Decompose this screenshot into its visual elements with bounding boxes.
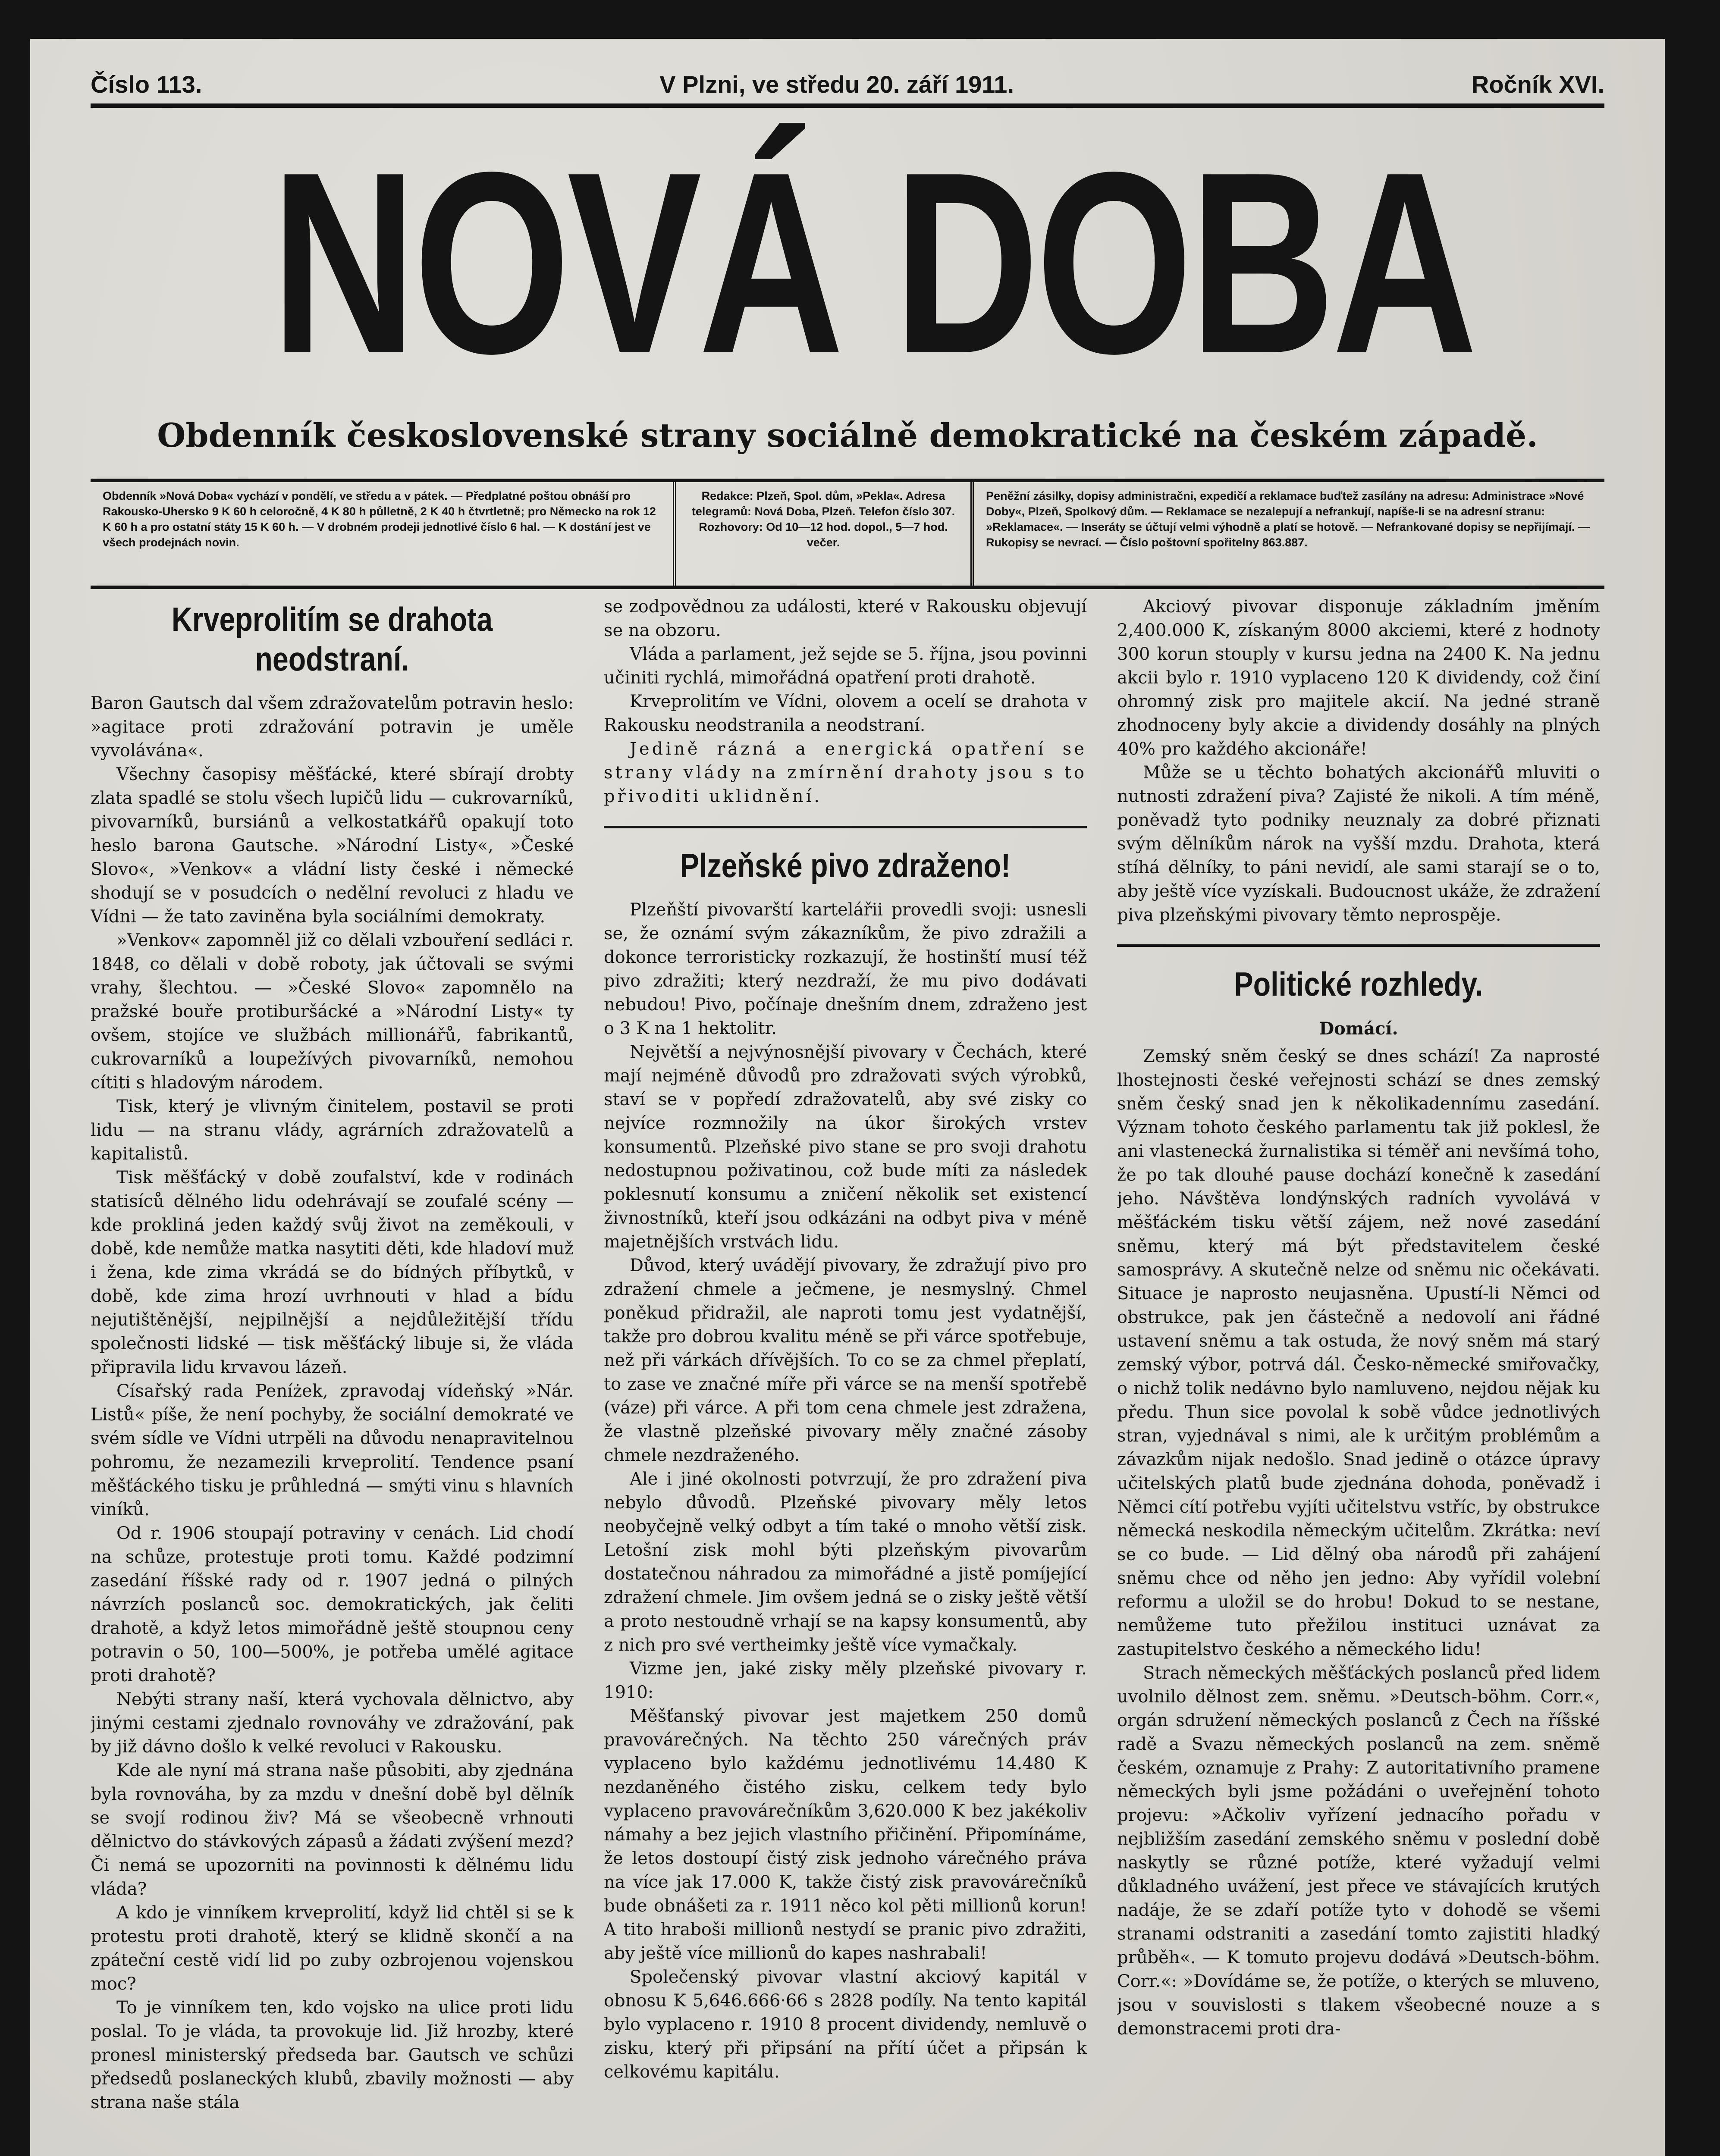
newspaper-page bbox=[30, 39, 1665, 2156]
issue-line bbox=[91, 65, 1604, 108]
paragraph: Všechny časopisy měšťácké, které sbírají drobty zlata spadlé se stolu všech lupičů lidu — cukrovarníků, pivovarníků, bursiánů a velkostatkářů opakují toto heslo barona Gautsche. »Národní Listy«, »České Slovo«, »Venkov« a vládní listy české i německé shodují se v posudcích o nedělní revoluci z hladu ve Vídni — že tato zaviněna byla sociálními demokraty. bbox=[91, 765, 574, 927]
section-subhead-domestic: Domácí. bbox=[1319, 1018, 1398, 1039]
column-2 bbox=[604, 595, 1087, 2156]
paragraph: Akciový pivovar disponuje základním jměním 2,400.000 K, získaným 8000 akciemi, které z hodnoty 300 korun stouply v kursu jedna na 2400 K. Na jednu akcii bylo r. 1910 vyplaceno 120 K dividendy, což činí ohromný zisk pro majitele akcií. Na jedné straně zhodnoceny byly akcie a dividendy dosáhly na plných 40% pro každého akcionáře! bbox=[1117, 597, 1600, 759]
editorial-info: Redakce: Plzeň, Spol. dům, »Pekla«. Adresa telegramů: Nová Doba, Plzeň. Telefon číslo 307. Rozhovory: Od 10—12 hod. dopol., 5—7 hod. večer. bbox=[673, 482, 970, 586]
paragraph: Zemský sněm český se dnes schází! Za naprosté lhostejnosti české veřejnosti schází se dnes zemský sněm český snad jen k několikadennímu zasedání. Význam tohoto českého parlamentu tak již poklesl, že ani vlastenecká žurnalistika si téměř ani nevšímá toho, že po tak dlouhé pause dochází konečně k zasedání jeho. Návštěva londýnských radních vyvolává v měšťáckém tisku větší zájem, než nové zasedání sněmu, který má být představitelem české samosprávy. A skutečně nelze od sněmu nic očekávati. Situace je naprosto neujasněna. Upustí-li Němci od obstrukce, pak jen částečně a nedovolí ani řádné ustavení sněmu a tak ostuda, že nový sněm má starý zemský výbor, potrvá dál. Česko-německé smiřovačky, o nichž tolik nedávno bylo namluveno, nejdou nějak ku předu. Thun sice povolal k sobě vůdce jednotlivých stran, vyjednával s nimi, ale k určitým problémům a závazkům nijak nedošlo. Snad jedině o otázce úpravy učitelských platů bude zjednána dohoda, poněvadž i Němci cítí potřebu vyjíti učitelstvu vstříc, by obstrukce německá neskodila německým učitelům. Zkrátka: neví se co bude. — Lid dělný oba národů při zahájení sněmu chce od něho jen jedno: Aby vyřídil volební reformu a uložil se do hrobu! Dokud to se nestane, nemůžeme tuto přežilou instituci uznávat za zastupitelstvo českého a německého lidu! bbox=[1117, 1047, 1600, 1659]
column-3 bbox=[1117, 595, 1600, 2156]
paragraph: Císařský rada Peníżek, zpravodaj vídeňský »Nár. Listů« píše, že není pochyby, že sociální demokraté ve svém sídle ve Vídni utrpěli na důvodu nenapravitelnou pohromu, že nezamezili krveprolití. Tendence psaní měšťáckého tisku je průhledná — smýti vinu s hlavních viníků. bbox=[91, 1381, 574, 1520]
paragraph: Vizme jen, jaké zisky měly plzeňské pivovary r. 1910: bbox=[604, 1659, 1087, 1702]
publication-info-bar bbox=[91, 479, 1604, 589]
article-headline-bloodshed: Krveprolitím se drahota neodstraní. bbox=[171, 600, 493, 678]
paragraph: Kde ale nyní má strana naše působiti, aby zjednána byla rovnováha, by za mzdu v dnešní době byl dělník se svojí rodinou živ? Má se všeobecně vrhnouti dělnictvo do stávkových zápasů a žádati zvýšení mezd? Či nemá se upozorniti na povinnosti k dělnému lidu vláda? bbox=[91, 1761, 574, 1899]
issue-number: Číslo 113. bbox=[91, 70, 202, 98]
paragraph: Vláda a parlament, jež sejde se 5. října, jsou povinni učiniti rychlá, mimořádná opatření proti drahotě. bbox=[604, 644, 1087, 688]
article-columns bbox=[91, 595, 1604, 2156]
section-divider bbox=[604, 826, 1087, 828]
section-divider bbox=[1117, 944, 1600, 947]
subscription-info: Obdenník »Nová Doba« vychází v pondělí, ve středu a v pátek. — Předplatné poštou obnáší pro Rakousko-Uhersko 9 K 60 h celoročně, 4 K 80 h půlletně, 2 K 40 h čtvrtletně; pro Německo na rok 12 K 60 h a pro ostatní státy 15 K 60 h. — V drobném prodeji jednotlivé číslo 6 hal. — K dostání jest ve všech prodejnách novin. bbox=[103, 489, 656, 549]
volume-number: Ročník XVI. bbox=[1471, 70, 1604, 98]
paragraph: Baron Gautsch dal všem zdražovatelům potravin heslo: »agitace proti zdražování potravin je uměle vyvolávána«. bbox=[91, 693, 574, 761]
paragraph: A kdo je vinníkem krveprolití, když lid chtěl si se k protestu proti drahotě, který se klidně skončí a na zpáteční cestě vidí lid po zuby ozbrojenou vojenskou moc? bbox=[91, 1903, 574, 1994]
issue-date: V Plzni, ve středu 20. září 1911. bbox=[659, 70, 1014, 98]
paragraph: Důvod, který uvádějí pivovary, že zdražují pivo pro zdražení chmele a ječmene, je nesmyslný. Chmel poněkud přidražil, ale naproti tomu jest vydatnější, takže pro dobrou kvalitu méně se při várce spotřebuje, než při várkách dřívějších. To co se za chmel přeplatí, to zase ve značné míře při várce se na menší spotřebě (váze) při várce. A při tom cena chmele jest zdražena, že vlastně plzeňské pivovary měly značné zásoby chmele nezdraženého. bbox=[604, 1256, 1087, 1465]
paragraph: Od r. 1906 stoupají potraviny v cenách. Lid chodí na schůze, protestuje proti tomu. Každé podzimní zasedání říšské rady od r. 1907 jedná o pilných návrzích poslanců soc. demokratických, jak čeliti drahotě, a když letos mimořádně ještě stoupnou ceny potravin o 50, 100—500%, je potřeba umělé agitace proti drahotě? bbox=[91, 1523, 574, 1686]
paragraph: Strach německých měšťáckých poslanců před lidem uvolnilo dělnost zem. sněmu. »Deutsch-böhm. Corr.«, orgán sdružení německých poslanců z Čech na říšské radě a Svazu německých poslanců na zem. sněmě českém, oznamuje z Prahy: Z autoritativního pramene německých byli jsme požádáni o uveřejnění tohoto projevu: »Ačkoliv vyřízení jednacího pořadu v nejbližším zasedání zemského sněmu v poslední době naskytly se různé potíže, které vyžadují velmi důkladného uvážení, jest přece ve stávajících krutých nadáje, že se zdaří potíže tyto v dohodě se všemi stranami odstraniti a zasedání tomto zajistiti hladký průběh«. — K tomuto projevu dodává »Deutsch-böhm. Corr.«: »Dovídáme se, že potíže, o kterých se mluveno, jsou v souvislosti s tlakem všeobecné nouze a s demonstracemi proti dra- bbox=[1117, 1663, 1600, 2039]
article-headline-politics: Politické rozhledy. bbox=[1234, 965, 1483, 1003]
paragraph: Největší a nejvýnosnější pivovary v Čechách, které mají nejméně důvodů pro zdražovati svých výrobků, staví se v popředí zdražovatelů, aby své zisky co nejvíce rozmnožily na úkor širokých vrstev konsumentů. Plzeňské pivo stane se pro svoji drahotu nedostupnou poživatinou, což bude míti za následek poklesnutí konsumu a zničení několik set existencí živnostníků, kteří jsou odkázáni na odbyt piva v méně majetnějších vrstvách lidu. bbox=[604, 1042, 1087, 1252]
paragraph: Tisk měšťácký v době zoufalství, kde v rodinách statisíců dělného lidu odehrávají se zoufalé scény — kde prokliná jeden každý svůj život na zeměkouli, v době, kde nemůže matka nasytiti děti, kde hladoví muž i žena, kde zima vkrádá se do bídných příbytků, v době, kde zima hrozí uvrhnouti v hlad a bídu nejutištěnější, nejpilnější a nejdůležitější třídu společnosti lidské — tisk měšťácký libuje si, že vláda připravila lidu krvavou lázeň. bbox=[91, 1168, 574, 1377]
paragraph: To je vinníkem ten, kdo vojsko na ulice proti lidu poslal. To je vláda, ta provokuje lid. Již hrozby, které pronesl ministerský předseda bar. Gautsch ve schůzi předsedů poslaneckých klubů, zbavily možnosti — aby strana naše stála bbox=[91, 1998, 574, 2112]
article-headline-beer: Plzeňské pivo zdraženo! bbox=[680, 846, 1011, 884]
column-1 bbox=[91, 595, 574, 2156]
paragraph: Plzeňští pivovarští kartelářii provedli svoji: usnesli se, že oznámí svým zákazníkům, že pivo zdražili a dokonce terroristicky rozkazují, že hostinští musí též pivo zdražiti; který nezdraží, že mu pivo dodávati nebudou! Pivo, počínaje dnešním dnem, zdraženo jest o 3 K na 1 hektolitr. bbox=[604, 900, 1087, 1038]
paragraph: Krveprolitím ve Vídni, olovem a ocelí se drahota v Rakousku neodstranila a neodstraní. bbox=[604, 692, 1087, 735]
administration-info: Peněžní zásilky, dopisy administračni, expedičí a reklamace buďtež zasílány na adresu: Administrace »Nové Doby«, Plzeň, Spolkový dům. — Reklamace se nezalepují a nefrankují, napíše-li se na adresní stranu: »Reklamace«. — Inseráty se účtují velmi výhodně a platí se hotově. — Nefrankované dopisy se nepřijímají. — Rukopisy se nevrací. — Číslo poštovní spořitelny 863.887. bbox=[970, 482, 1604, 586]
paragraph: se zodpovědnou za události, které v Rakousku objevují se na obzoru. bbox=[604, 597, 1087, 640]
paragraph: Jedině rázná a energická opatření se strany vlády na zmírnění drahoty jsou s to přivoditi uklidnění. bbox=[604, 739, 1087, 806]
paragraph: Může se u těchto bohatých akcionářů mluviti o nutnosti zdražení piva? Zajisté že nikoli. A tím méně, poněvadž tyto podniky neuznaly za dobré přiznati svým dělníkům nárok na vyšší mzdu. Drahota, která stíhá dělníky, to páni nevidí, ale sami starají se o to, aby ještě více vyzískali. Budoucnost ukáže, že zdražení piva plzeňskými pivovary těmto neprospěje. bbox=[1117, 763, 1600, 925]
paragraph: Ale i jiné okolnosti potvrzují, že pro zdražení piva nebylo důvodů. Plzeňské pivovary měly letos neobyčejně velký odbyt a tím také o mnoho větší zisk. Letošní zisk mohl býti plzeňským pivovarům dostatečnou náhradou za mimořádné a jistě pomíjející zdražení chmele. Jim ovšem jedná se o zisky ještě větší a proto nestoudně vrhají se na kapsy konsumentů, aby z nich pro své vertheimky ještě více vymačkaly. bbox=[604, 1469, 1087, 1655]
masthead-title: NOVÁ DOBA bbox=[271, 119, 1475, 407]
paragraph: Nebýti strany naší, která vychovala dělnictvo, aby jinými cestami zjednalo rovnováhy ve zdražování, pak by již dávno došlo k velké revoluci v Rakousku. bbox=[91, 1689, 574, 1757]
paragraph: Společenský pivovar vlastní akciový kapitál v obnosu K 5,646.666·66 s 2828 podíly. Na tento kapitál bylo vyplaceno r. 1910 8 procent dividendy, nemluvě o zisku, který při připsání na přítí účet a připsán k celkovému kapitálu. bbox=[604, 1967, 1087, 2082]
masthead-subtitle: Obdenník československé strany sociálně demokratické na českém západě. bbox=[157, 416, 1538, 454]
paragraph: Měšťanský pivovar jest majetkem 250 domů pravovárečných. Na těchto 250 várečných práv vyplaceno bylo každému jednotlivému 14.480 K nezdaněného čistého zisku, celkem tedy bylo vyplaceno pravovárečníkům 3,620.000 K bez jakékoliv námahy a bez jejich vlastního přičinění. Připomínáme, že letos dostoupí čistý zisk jednoho várečného práva na více jak 17.000 K, takže čistý zisk pravovárečníků bude obnášeti za r. 1911 něco kol pěti millionů korun! A tito hraboši millionů nestydí se pranic pivo zdražiti, aby ještě více millionů do kapes nashrabali! bbox=[604, 1706, 1087, 1963]
paragraph: Tisk, který je vlivným činitelem, postavil se proti lidu — na stranu vlády, agrárních zdražovatelů a kapitalistů. bbox=[91, 1097, 574, 1164]
paragraph: »Venkov« zapomněl již co dělali vzbouření sedláci r. 1848, co dělali v době roboty, jak účtovali se svými vrahy, šlechtou. — »České Slovo« zapomnělo na pražské bouře protiburšácké a »Národní Listy« ty ovšem, stojíce ve službách millionářů, fabrikantů, cukrovarníků a loupežívých pivovarníků, nemohou cítiti s hladovým národem. bbox=[91, 931, 574, 1093]
